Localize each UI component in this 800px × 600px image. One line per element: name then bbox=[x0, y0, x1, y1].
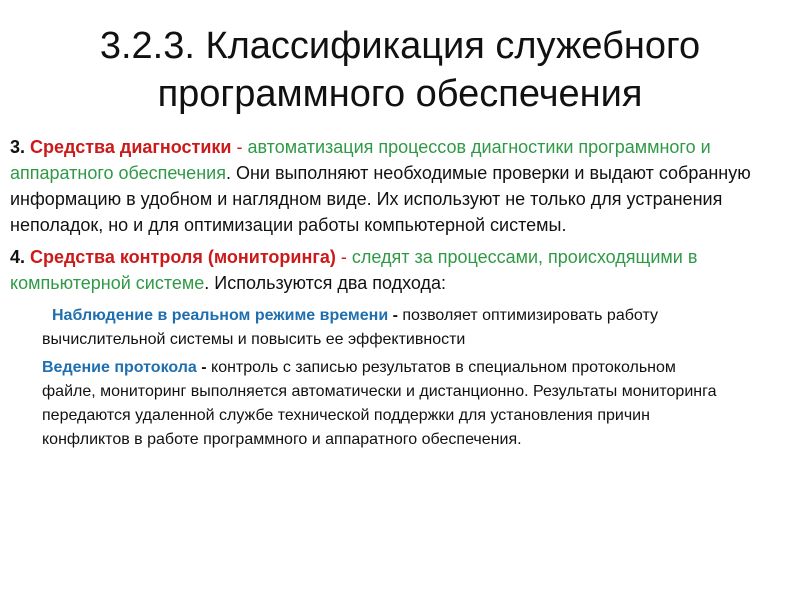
approach-2-text: контроль с записью результатов в специальном протокольном файле, мониторинг выполняется автоматически и дистанционно. Результаты мониторинга передаются удаленной службе технической поддержки для установления причин конфликтов в работе программного и аппаратного обеспечения. bbox=[42, 359, 717, 448]
item-4-paragraph bbox=[10, 244, 790, 296]
item-3-definition: автоматизация процессов диагностики программного и аппаратного обеспечения bbox=[10, 137, 711, 183]
item-3-term: Средства диагностики bbox=[30, 137, 232, 157]
item-3-dash: - bbox=[231, 137, 248, 157]
approach-1-dash: - bbox=[388, 307, 403, 324]
approach-2-dash: - bbox=[196, 359, 212, 376]
approach-1-text: позволяет оптимизировать работу вычислительной системы и повысить ее эффективности bbox=[42, 307, 658, 348]
slide-body bbox=[10, 134, 790, 468]
item-4-dash: - bbox=[335, 247, 352, 267]
item-4-definition: следят за процессами, происходящими в компьютерной системе bbox=[10, 247, 698, 293]
approach-1-paragraph bbox=[42, 304, 722, 352]
slide-title bbox=[0, 22, 800, 118]
item-4-term: Средства контроля (мониторинга) bbox=[30, 247, 336, 267]
item-4-number: 4. bbox=[10, 247, 26, 267]
title-line-1: 3.2.3. Классификация служебного bbox=[99, 25, 701, 67]
item-3-number: 3. bbox=[10, 137, 26, 157]
title-line-2: программного обеспечения bbox=[157, 73, 643, 115]
approach-2-paragraph bbox=[42, 356, 732, 452]
item-4-rest: . Используются два подхода: bbox=[204, 273, 447, 293]
approach-2-term: Ведение протокола bbox=[42, 359, 197, 376]
approach-1-term: Наблюдение в реальном режиме времени bbox=[52, 307, 389, 324]
item-3-paragraph bbox=[10, 134, 790, 238]
item-3-rest: . Они выполняют необходимые проверки и выдают собранную информацию в удобном и наглядном виде. Их используют не только для устранения неполадок, но и для оптимизации работы компьютерной системы. bbox=[10, 163, 751, 235]
